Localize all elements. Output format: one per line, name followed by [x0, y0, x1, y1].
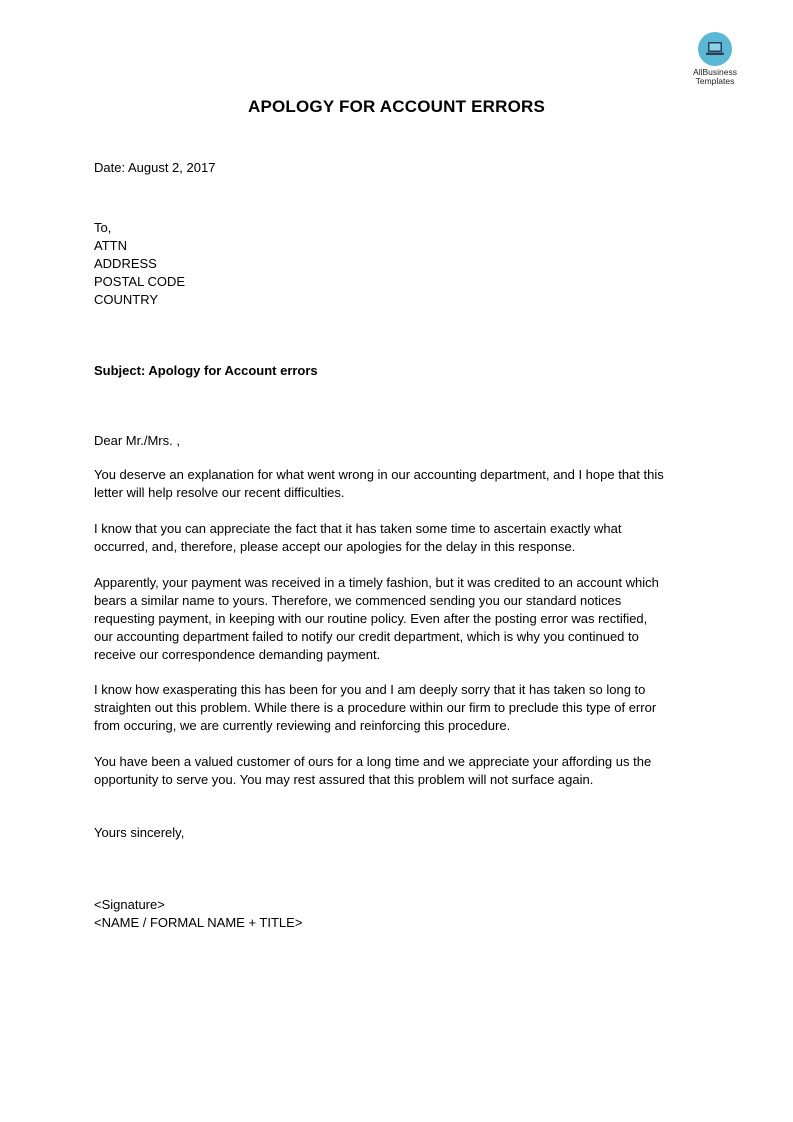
logo-text-line2: Templates: [695, 76, 735, 86]
body-paragraph-1: [94, 466, 704, 502]
logo-text-line1: AllBusiness: [693, 67, 737, 77]
paragraph-line: our accounting department failed to notify our credit department, which is why you continued to: [94, 629, 639, 644]
paragraph-line: requesting payment, in keeping with our routine policy. Even after the posting error was rectified,: [94, 611, 648, 626]
letter-subject: Subject: Apology for Account errors: [94, 363, 318, 378]
paragraph-line: occurred, and, therefore, please accept our apologies for the delay in this response.: [94, 539, 576, 554]
signature-placeholder: <Signature>: [94, 897, 165, 912]
paragraph-line: I know how exasperating this has been for you and I am deeply sorry that it has taken so long to: [94, 682, 646, 697]
paragraph-line: from occuring, we are currently reviewing and reinforcing this procedure.: [94, 718, 511, 733]
logo-text: [683, 68, 747, 86]
logo-circle: [698, 32, 732, 66]
company-logo: [683, 32, 747, 86]
body-paragraph-5: [94, 753, 704, 789]
address-country: COUNTRY: [94, 292, 159, 307]
letter-date: Date: August 2, 2017: [94, 160, 216, 175]
body-paragraph-2: [94, 520, 704, 556]
salutation: Dear Mr./Mrs. ,: [94, 433, 180, 448]
paragraph-line: opportunity to serve you. You may rest assured that this problem will not surface again.: [94, 772, 594, 787]
paragraph-line: You have been a valued customer of ours for a long time and we appreciate your affording us the: [94, 754, 652, 769]
address-line: ADDRESS: [94, 256, 157, 271]
paragraph-line: bears a similar name to yours. Therefore, we commenced sending you our standard notices: [94, 593, 622, 608]
body-paragraph-3: [94, 574, 704, 664]
body-paragraph-4: [94, 681, 704, 735]
paragraph-line: straighten out this problem. While there is a procedure within our firm to preclude this type of error: [94, 700, 657, 715]
address-attn: ATTN: [94, 238, 127, 253]
paragraph-line: Apparently, your payment was received in a timely fashion, but it was credited to an account which: [94, 575, 659, 590]
laptop-icon: [705, 40, 725, 58]
paragraph-line: You deserve an explanation for what went wrong in our accounting department, and I hope that this: [94, 467, 664, 482]
paragraph-line: I know that you can appreciate the fact that it has taken some time to ascertain exactly what: [94, 521, 622, 536]
name-title-placeholder: <NAME / FORMAL NAME + TITLE>: [94, 915, 303, 930]
paragraph-line: letter will help resolve our recent difficulties.: [94, 485, 345, 500]
letter-title: APOLOGY FOR ACCOUNT ERRORS: [247, 97, 546, 116]
address-to: To,: [94, 220, 112, 235]
address-postal-code: POSTAL CODE: [94, 274, 186, 289]
closing: Yours sincerely,: [94, 825, 185, 840]
paragraph-line: receive our correspondence demanding payment.: [94, 647, 381, 662]
